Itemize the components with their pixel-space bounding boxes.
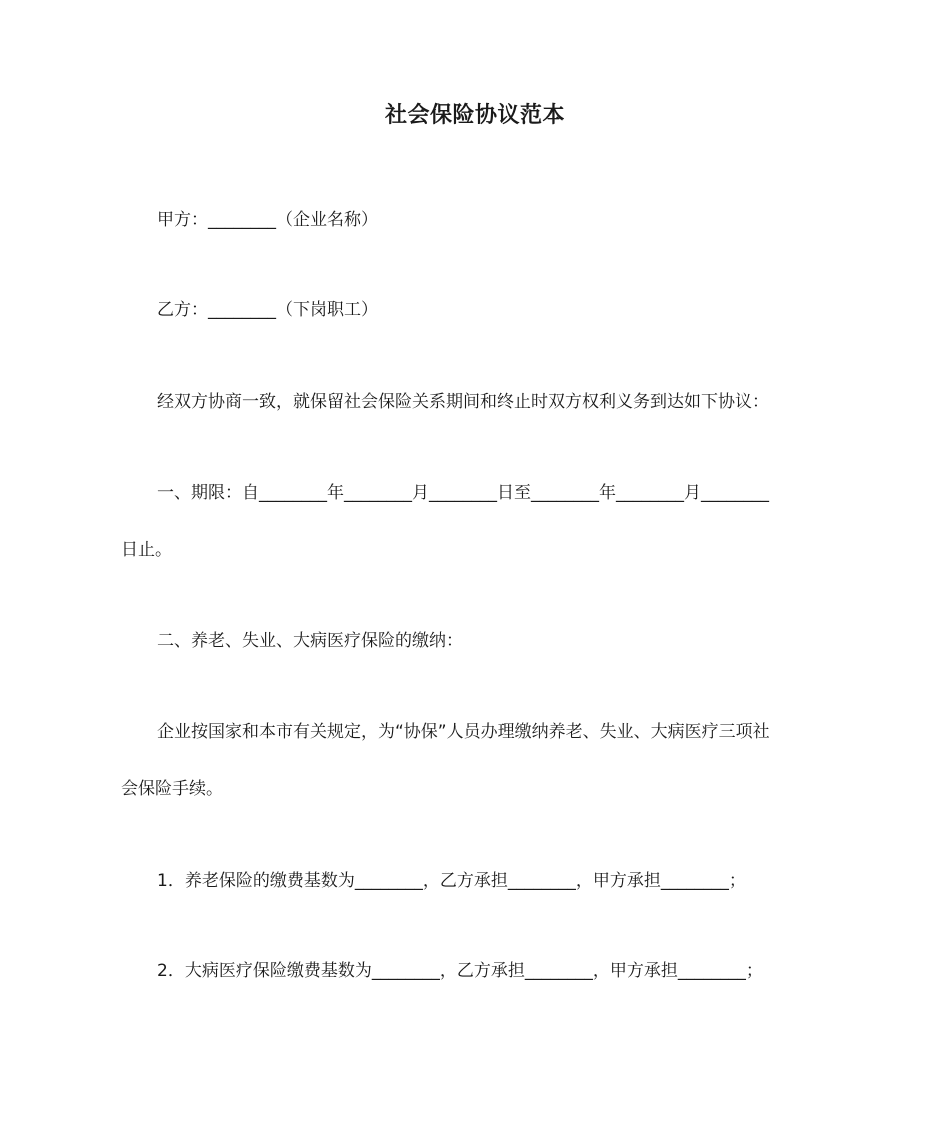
term-clause-line-1: 一、期限：自________年________月________日至________年________月________ — [157, 483, 769, 503]
preamble-paragraph: 经双方协商一致，就保留社会保险关系期间和终止时双方权利义务到达如下协议： — [157, 392, 769, 412]
section-2-heading: 二、养老、失业、大病医疗保险的缴纳： — [157, 631, 463, 651]
document-title: 社会保险协议范本 — [384, 103, 565, 128]
party-b-line: 乙方：________（下岗职工） — [157, 300, 378, 320]
list-item-medical: 2．大病医疗保险缴费基数为________，乙方承担________，甲方承担________； — [157, 961, 763, 981]
term-clause-line-2: 日止。 — [121, 540, 172, 560]
list-item-pension: 1．养老保险的缴费基数为________，乙方承担________，甲方承担________； — [157, 871, 746, 891]
party-a-line: 甲方：________（企业名称） — [157, 210, 378, 230]
section-2-body-line-1: 企业按国家和本市有关规定，为“协保”人员办理缴纳养老、失业、大病医疗三项社 — [157, 722, 770, 742]
section-2-body-line-2: 会保险手续。 — [121, 779, 223, 799]
